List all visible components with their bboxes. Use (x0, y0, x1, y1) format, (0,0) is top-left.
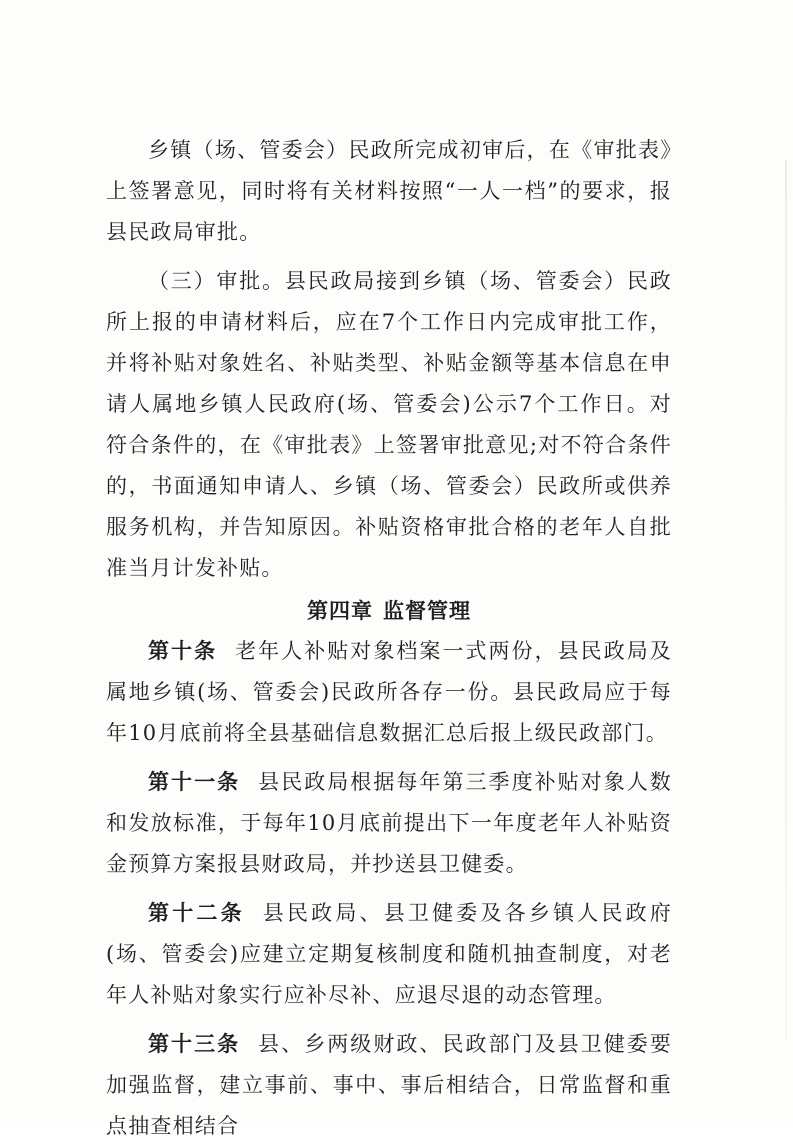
article-number: 第十二条 (148, 901, 245, 925)
article-number: 第十条 (148, 639, 218, 663)
article-text: 县民政局、县卫健委及各乡镇人民政府(场、管委会)应建立定期复核制度和随机抽查制度，对老年人补贴对象实行应补尽补、应退尽退的动态管理。 (106, 901, 672, 1007)
article-text: 县民政局根据每年第三季度补贴对象人数和发放标准，于每年10月底前提出下一年度老年人补贴资金预算方案报县财政局，并抄送县卫健委。 (106, 770, 672, 876)
scan-edge-shadow (785, 160, 787, 1040)
article-number: 第十三条 (148, 1032, 241, 1056)
article-number: 第十一条 (148, 770, 241, 794)
paragraph-approval: （三）审批。县民政局接到乡镇（场、管委会）民政所上报的申请材料后，应在7个工作日内完成审批工作，并将补贴对象姓名、补贴类型、补贴金额等基本信息在申请人属地乡镇人民政府(场、管委会)公示7个工作日。对符合条件的，在《审批表》上签署审批意见;对不符合条件的，书面通知申请人、乡镇（场、管委会）民政所或供养服务机构，并告知原因。补贴资格审批合格的老年人自批准当月计发补贴。 (106, 269, 672, 580)
chapter-title: 监督管理 (383, 599, 471, 623)
article-text: 老年人补贴对象档案一式两份，县民政局及属地乡镇(场、管委会)民政所各存一份。县民政局应于每年10月底前将全县基础信息数据汇总后报上级民政部门。 (106, 639, 672, 745)
document-body (106, 130, 672, 1147)
article-13 (106, 1024, 672, 1147)
article-10 (106, 631, 672, 754)
chapter-number: 第四章 (307, 599, 373, 623)
paragraph-initial-review: 乡镇（场、管委会）民政所完成初审后，在《审批表》上签署意见，同时将有关材料按照“一人一档”的要求，报县民政局审批。 (106, 138, 672, 244)
chapter-heading (106, 591, 672, 631)
article-text: 县、乡两级财政、民政部门及县卫健委要加强监督，建立事前、事中、事后相结合，日常监督和重点抽查相结合 (106, 1032, 672, 1138)
article-11 (106, 762, 672, 885)
article-12 (106, 893, 672, 1016)
